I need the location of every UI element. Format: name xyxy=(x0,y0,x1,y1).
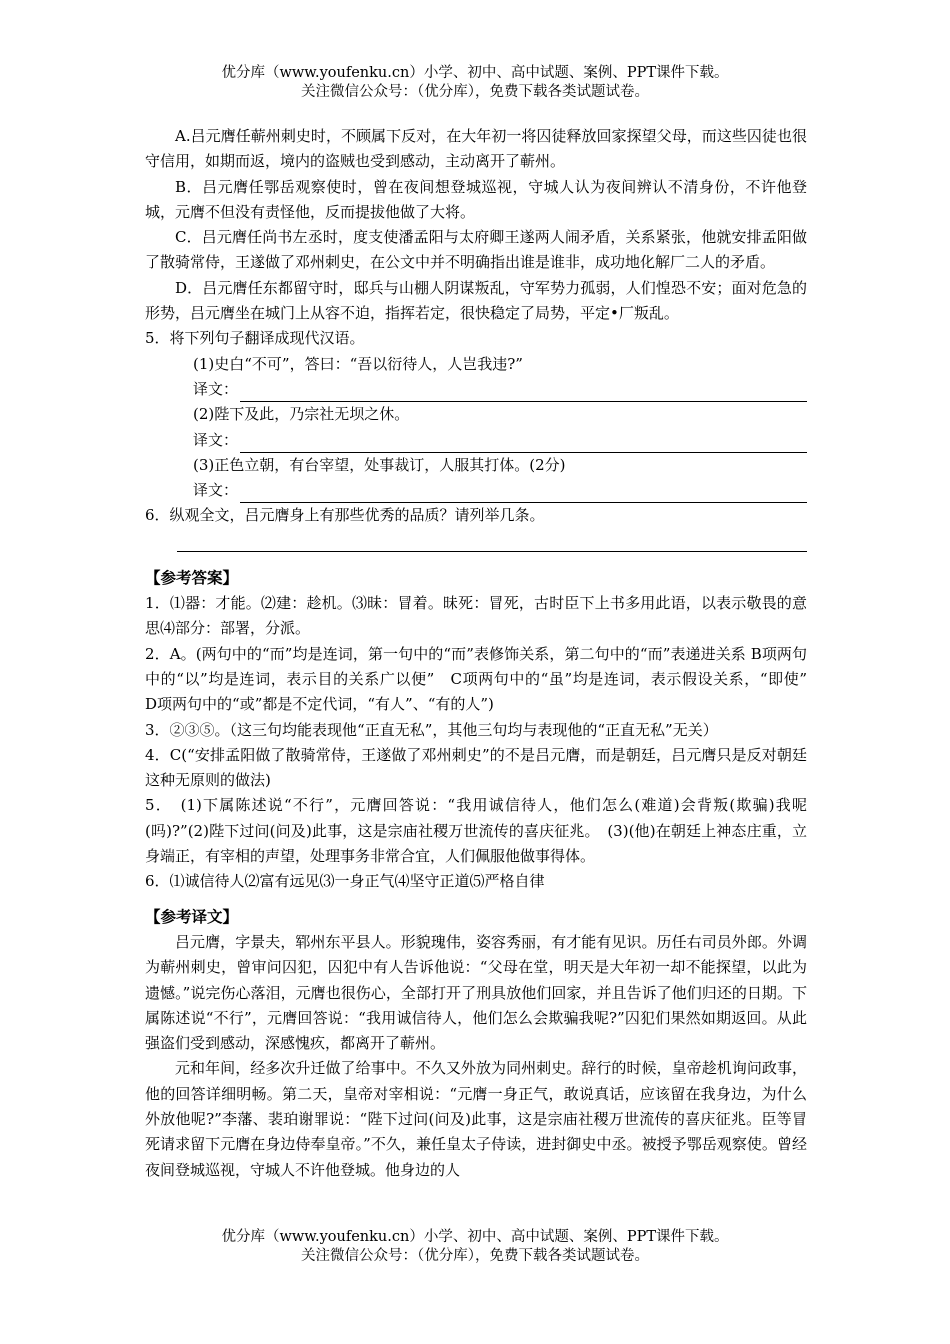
answers-heading: 【参考答案】 xyxy=(145,568,239,587)
answer-3: 3．②③⑤。（这三句均能表现他“正直无私”，其他三句均与表现他的“正直无私”无关） xyxy=(145,720,718,739)
question-5-item-1: (1)史白“不可”，答曰：“吾以衍待人，人岂我违?” xyxy=(193,354,523,373)
header-line-1: 优分库（www.youfenku.cn）小学、初中、高中试题、案例、PPT课件下载。 xyxy=(221,65,729,81)
answer-2: 2．A。(两句中的“而”均是连词，第一句中的“而”表修饰关系，第二句中的“而”表递进关系 B项两句中的“以”均是连词，表示目的关系广以便” C项两句中的“虽”均是连词，表示假设关系，“即使” D项两句中的“或”都是不定代词，“有人”、“有的人”) xyxy=(145,644,823,714)
translation-label: 译文： xyxy=(193,379,239,398)
answer-6: 6．⑴诚信待人⑵富有远见⑶一身正气⑷坚守正道⑸严格自律 xyxy=(145,872,545,891)
answer-line xyxy=(145,377,807,402)
answer-5: 5． (1)下属陈述说“不行”，元膺回答说：“我用诚信待人，他们怎么(难道)会背叛(欺骗)我呢(吗)?”(2)陛下过问(问及)此事，这是宗庙社稷万世流传的喜庆征兆。 (3)(他)在朝廷上神态庄重，立身端正，有宰相的声望，处理事务非常合宜，人们佩服他做事得体。 xyxy=(145,796,807,866)
translation-paragraph-2: 元和年间，经多次升迁做了给事中。不久又外放为同州刺史。辞行的时候，皇帝趁机询问政事，他的回答详细明畅。第二天，皇帝对宰相说：“元膺一身正气，敢说真话，应该留在我身边，为什么外放他呢?”李藩、裴珀谢罪说：“陛下过问(问及)此事，这是宗庙社稷万世流传的喜庆征兆。臣等冒死请求留下元膺在身边侍奉皇帝。”不久，兼任皇太子侍读，进封御史中丞。被授予鄂岳观察使。曾经夜间登城巡视，守城人不许他登城。他身边的人 xyxy=(145,1059,807,1179)
option-b: B．吕元膺任鄂岳观察使时，曾在夜间想登城巡视，守城人认为夜间辨认不清身份，不许他登城，元膺不但没有责怪他，反而提拔他做了大将。 xyxy=(145,177,807,221)
answer-rule xyxy=(240,434,807,453)
translation-heading: 【参考译文】 xyxy=(145,907,239,926)
translation-label: 译文： xyxy=(193,481,239,500)
document-body xyxy=(145,124,823,1183)
answer-rule xyxy=(240,383,807,402)
question-6-title: 6．纵观全文，吕元膺身上有那些优秀的品质？请列举几条。 xyxy=(145,506,545,525)
question-5-item-2: (2)陛下及此，乃宗社无坝之休。 xyxy=(193,405,410,424)
page-footer xyxy=(0,1228,950,1266)
question-6-answer-rule xyxy=(177,529,807,552)
page-header xyxy=(0,64,950,102)
translation-paragraph-1: 吕元膺，字景夫，郓州东平县人。形貌瑰伟，姿容秀丽，有才能有见识。历任右司员外郎。外调为蕲州刺史，曾审问囚犯，囚犯中有人告诉他说：“父母在堂，明天是大年初一却不能探望，以此为遗憾。”说完伤心落泪，元膺也很伤心，全部打开了刑具放他们回家，并且告诉了他们归还的日期。下属陈述说“不行”，元膺回答说：“我用诚信待人，他们怎么会欺骗我呢?”囚犯们果然如期返回。从此强盗们受到感动，深感愧疚，都离开了蕲州。 xyxy=(145,932,807,1053)
answer-4: 4．C(“安排孟阳做了散骑常侍，王遂做了邓州刺史”的不是吕元膺，而是朝廷，吕元膺只是反对朝廷这种无原则的做法) xyxy=(145,745,807,790)
answer-line xyxy=(145,478,807,503)
question-5-title: 5．将下列句子翻译成现代汉语。 xyxy=(145,329,365,348)
option-d: D．吕元膺任东都留守时，邸兵与山棚人阴谋叛乱，守军势力孤弱，人们惶恐不安；面对危急的形势，吕元膺坐在城门上从容不迫，指挥若定，很快稳定了局势，平定•厂叛乱。 xyxy=(145,278,807,323)
question-5-item-3: (3)正色立朝，有台宰望，处事裁订，人服其打体。(2分) xyxy=(193,455,566,474)
answer-rule xyxy=(240,484,807,503)
option-a: A.吕元膺任蕲州刺史时，不顾属下反对，在大年初一将囚徒释放回家探望父母，而这些囚徒也很守信用，如期而返，境内的盗贼也受到感动，主动离开了蕲州。 xyxy=(145,127,807,171)
footer-line-2: 关注微信公众号：（优分库），免费下载各类试题试卷。 xyxy=(301,1248,649,1264)
footer-line-1: 优分库（www.youfenku.cn）小学、初中、高中试题、案例、PPT课件下载。 xyxy=(221,1229,729,1245)
header-line-2: 关注微信公众号：（优分库），免费下载各类试题试卷。 xyxy=(301,84,649,100)
answer-1: 1．⑴器：才能。⑵建：趁机。⑶昧：冒着。昧死：冒死，古时臣下上书多用此语，以表示敬畏的意思⑷部分：部署，分派。 xyxy=(145,594,807,638)
answer-line xyxy=(145,428,807,453)
translation-label: 译文： xyxy=(193,430,239,449)
option-c: C．吕元膺任尚书左丞时，度支使潘孟阳与太府卿王遂两人闹矛盾，关系紧张，他就安排孟阳做了散骑常侍，王遂做了邓州刺史，在公文中并不明确指出谁是谁非，成功地化解厂二人的矛盾。 xyxy=(145,228,807,272)
